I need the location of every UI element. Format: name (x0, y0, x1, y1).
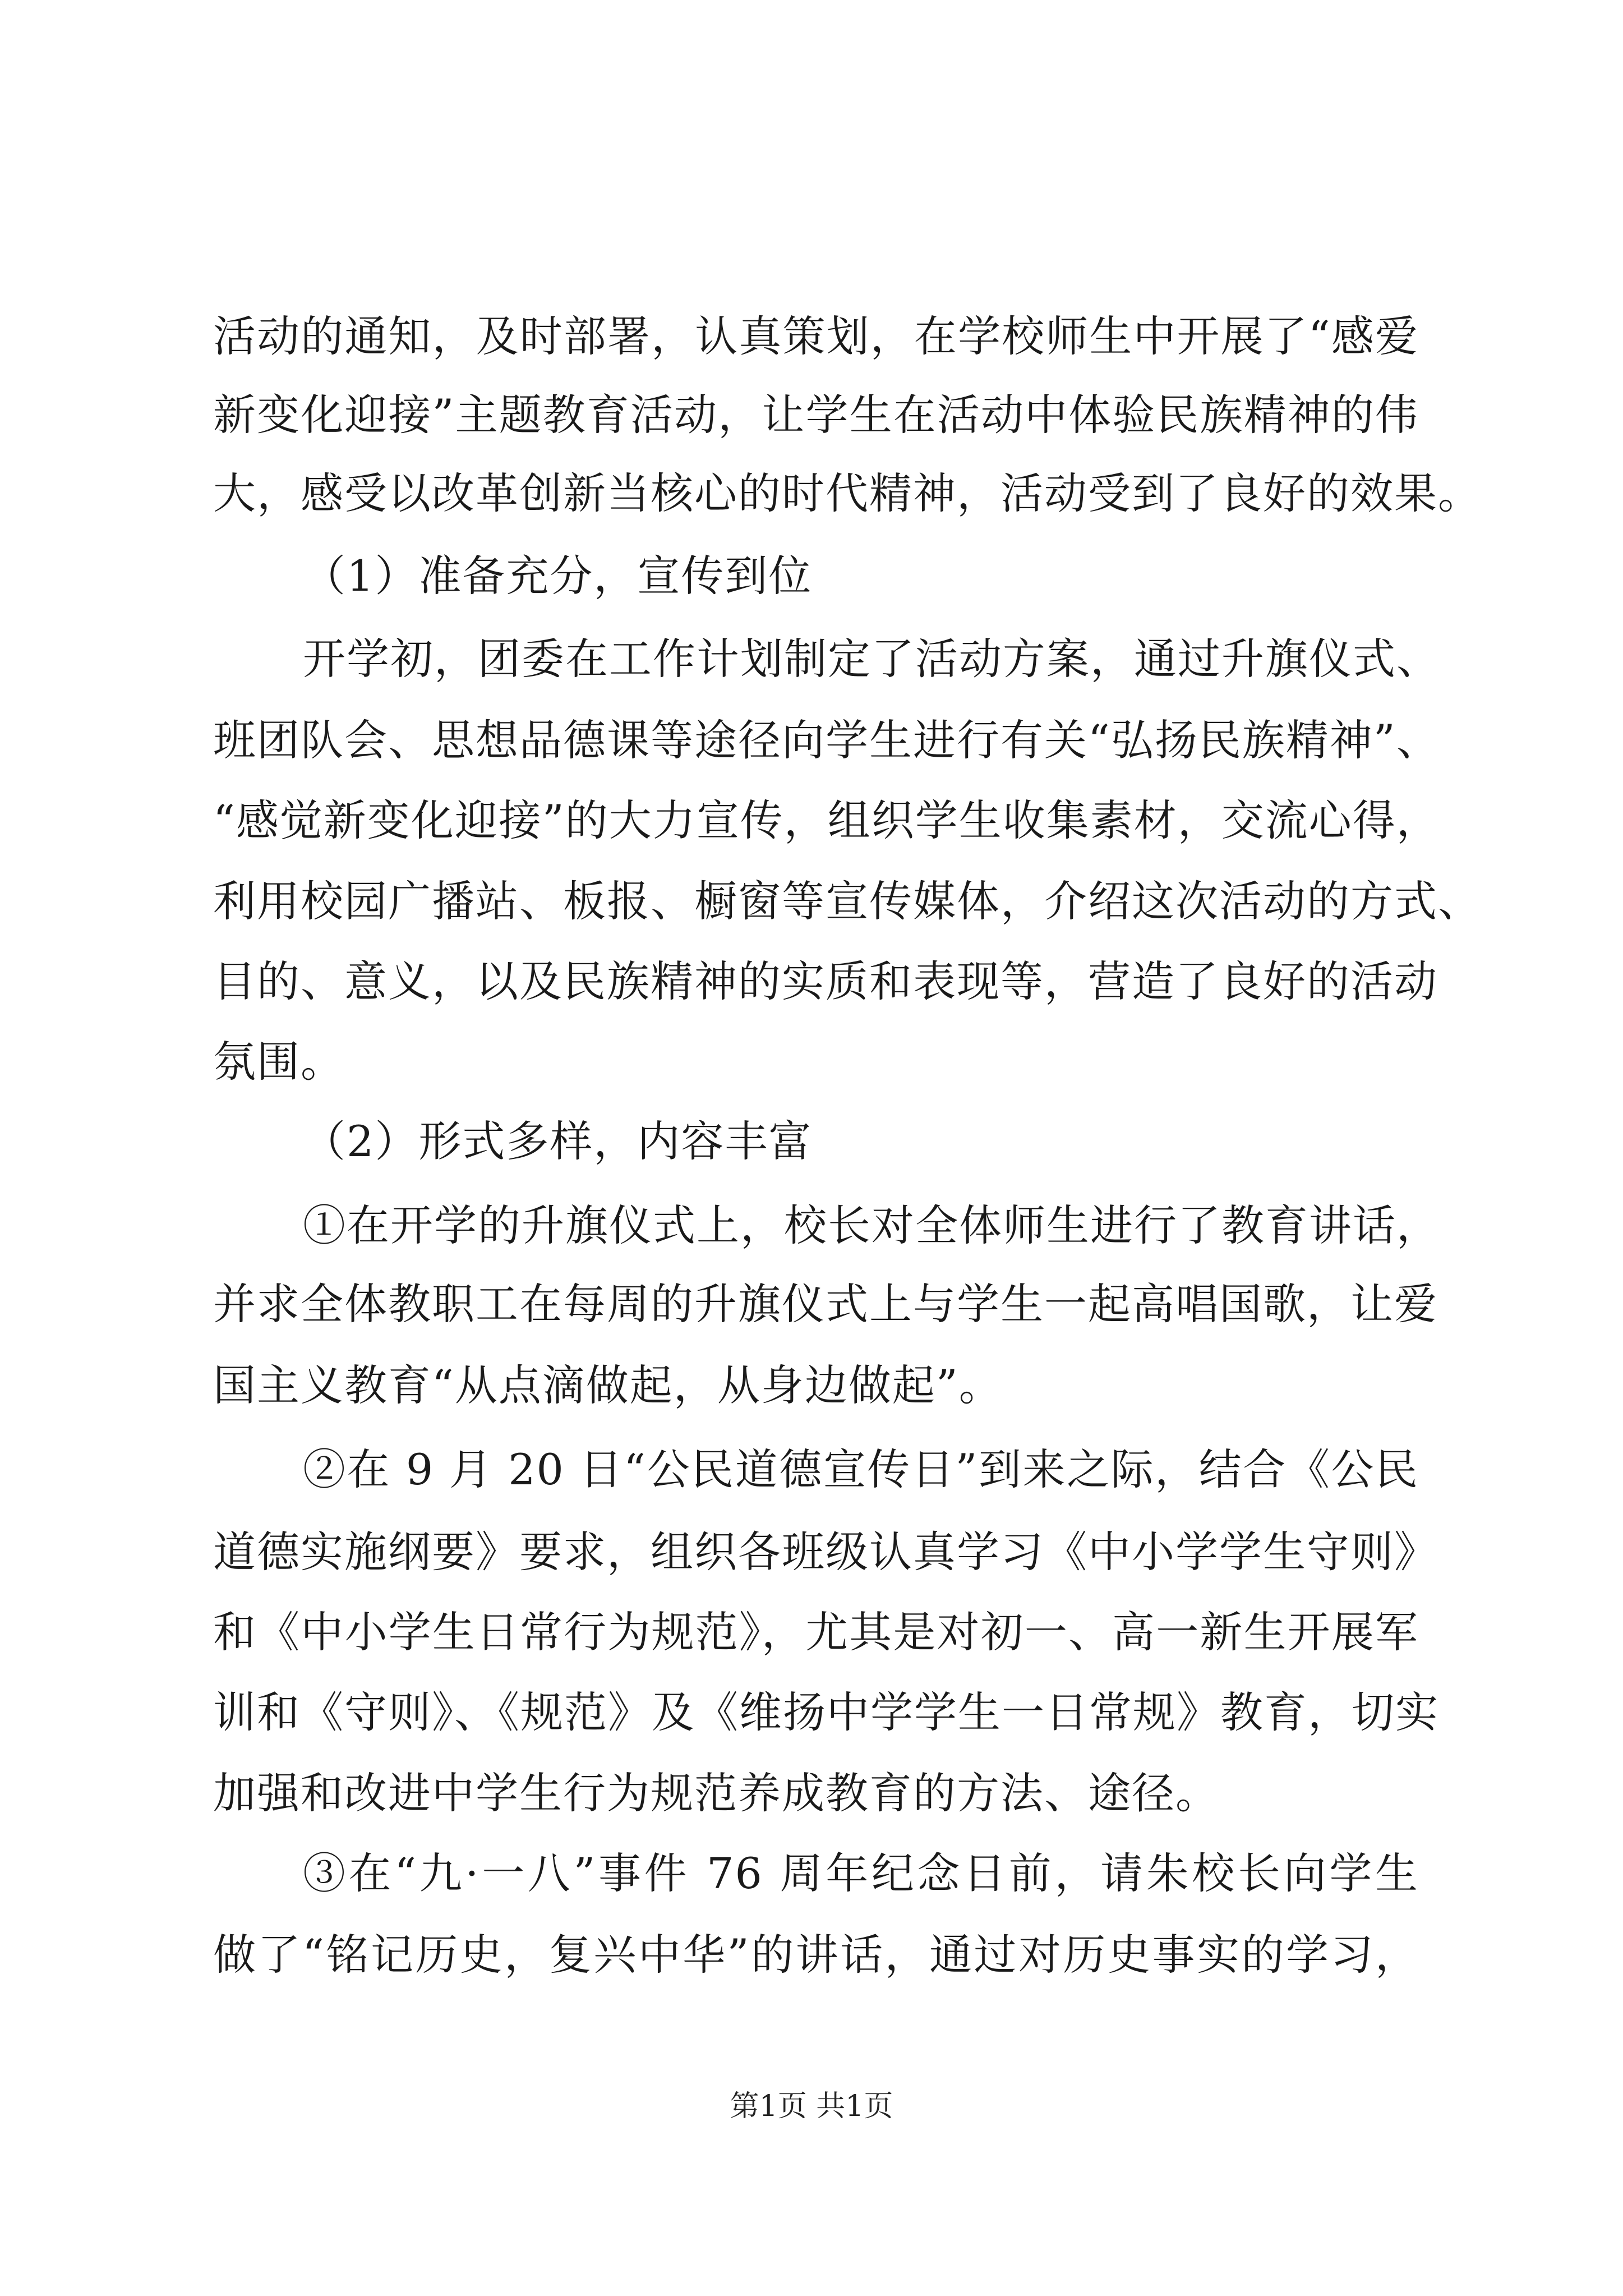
body-line: 班团队会、思想品德课等途径向学生进行有关“弘扬民族精神”、 (213, 715, 1440, 765)
body-line: 道德实施纲要》要求，组织各班级认真学习《中小学学生守则》 (213, 1527, 1438, 1577)
body-line: 开学初，团委在工作计划制定了活动方案，通过升旗仪式、 (303, 634, 1440, 684)
body-line: 加强和改进中学生行为规范养成教育的方法、途径。 (213, 1768, 1219, 1818)
body-line: 活动的通知，及时部署，认真策划，在学校师生中开展了“感爱 (213, 311, 1419, 361)
body-line: 和《中小学生日常行为规范》，尤其是对初一、高一新生开展军 (213, 1607, 1419, 1657)
body-line: 氛围。 (213, 1037, 344, 1087)
body-line: 大，感受以改革创新当核心的时代精神，活动受到了良好的效果。 (213, 468, 1482, 518)
body-line: ①在开学的升旗仪式上，校长对全体师生进行了教育讲话， (303, 1200, 1440, 1250)
body-line: 目的、意义，以及民族精神的实质和表现等，营造了良好的活动 (213, 956, 1438, 1006)
page-footer: 第1页 共1页 (730, 2090, 893, 2123)
body-line: 利用校园广播站、板报、橱窗等宣传媒体，介绍这次活动的方式、 (213, 876, 1482, 926)
body-line: 做了“铭记历史，复兴中华”的讲话，通过对历史事实的学习， (213, 1930, 1419, 1980)
body-line: 并求全体教职工在每周的升旗仪式上与学生一起高唱国歌，让爱 (213, 1279, 1438, 1329)
body-line: 新变化迎接”主题教育活动，让学生在活动中体验民族精神的伟 (213, 390, 1419, 440)
body-line: ③在“九·一八”事件 76 周年纪念日前，请朱校长向学生 (303, 1848, 1419, 1898)
section-heading: （1）准备充分，宣传到位 (303, 551, 813, 601)
section-heading: （2）形式多样，内容丰富 (303, 1116, 813, 1166)
body-line: ②在 9 月 20 日“公民道德宣传日”到来之际，结合《公民 (303, 1444, 1419, 1494)
body-line: “感觉新变化迎接”的大力宣传，组织学生收集素材，交流心得， (213, 795, 1440, 845)
body-line: 国主义教育“从点滴做起，从身边做起”。 (213, 1360, 1003, 1410)
body-line: 训和《守则》、《规范》及《维扬中学学生一日常规》教育，切实 (213, 1687, 1439, 1737)
